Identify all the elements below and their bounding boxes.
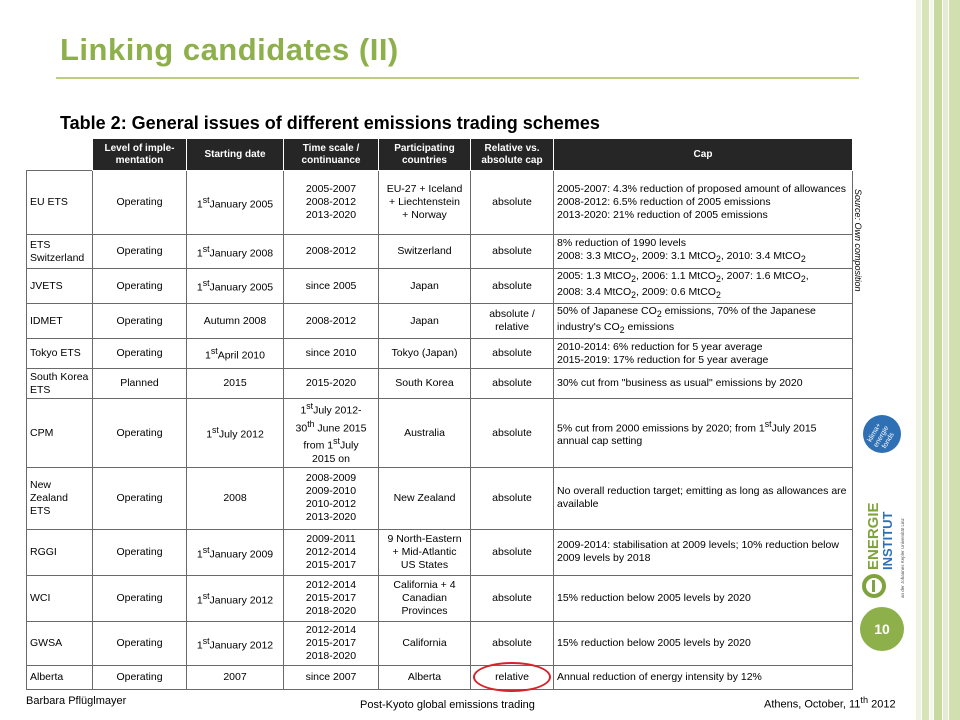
implementation-cell: Operating	[93, 235, 187, 269]
time-scale-cell: since 2007	[284, 665, 379, 689]
implementation-cell: Operating	[93, 621, 187, 665]
cap-cell: 8% reduction of 1990 levels 2008: 3.3 MtCO$_2$, 2009: 3.1 MtCO$_2$, 2010: 3.4 MtCO$_2$	[554, 235, 853, 269]
implementation-cell: Operating	[93, 665, 187, 689]
table-body	[27, 171, 853, 690]
implementation-cell: Operating	[93, 269, 187, 304]
time-scale-cell: since 2005	[284, 269, 379, 304]
logo-sub-text: INSTITUT	[880, 511, 895, 570]
table-row	[27, 529, 853, 575]
starting-date-cell: 2008	[187, 467, 284, 529]
scheme-name-cell: Alberta	[27, 665, 93, 689]
starting-date-cell: 1stJanuary 2012	[187, 621, 284, 665]
relative-absolute-cell: absolute	[471, 369, 554, 399]
cap-cell: 50% of Japanese $CO_2$ emissions, 70% of the Japanese industry's $CO_2$ emissions	[554, 304, 853, 339]
logo-main-text: ENERGIE	[865, 502, 882, 570]
starting-date-cell: 1stJanuary 2009	[187, 529, 284, 575]
table-row	[27, 339, 853, 369]
header-cap: Cap	[554, 139, 853, 171]
logo-tagline: an der Johannes Kepler Universität Linz	[900, 518, 905, 598]
starting-date-cell: 1stJuly 2012	[187, 399, 284, 468]
implementation-cell: Operating	[93, 171, 187, 235]
table-row	[27, 171, 853, 235]
starting-date-cell: 1stApril 2010	[187, 339, 284, 369]
starting-date-cell: 1stJanuary 2005	[187, 269, 284, 304]
relative-absolute-cell: absolute	[471, 171, 554, 235]
starting-date-cell: 1stJanuary 2008	[187, 235, 284, 269]
footer-author: Barbara Pflüglmayer	[26, 695, 127, 707]
time-scale-cell: 2008-2012	[284, 304, 379, 339]
implementation-cell: Operating	[93, 339, 187, 369]
table-row	[27, 369, 853, 399]
footer-center-title: Post-Kyoto global emissions trading	[360, 699, 535, 711]
klima-energie-fonds-logo: klima+ energie fonds	[863, 415, 901, 453]
table-row	[27, 304, 853, 339]
time-scale-cell: since 2010	[284, 339, 379, 369]
relative-absolute-cell: absolute / relative	[471, 304, 554, 339]
table-row	[27, 467, 853, 529]
energie-institut-logo	[860, 474, 908, 602]
relative-absolute-cell: absolute	[471, 399, 554, 468]
implementation-cell: Operating	[93, 399, 187, 468]
time-scale-cell: 2005-2007 2008-2012 2013-2020	[284, 171, 379, 235]
cap-cell: 2009-2014: stabilisation at 2009 levels; 10% reduction below 2009 levels by 2018	[554, 529, 853, 575]
source-note: Source: Own composition	[853, 189, 863, 292]
countries-cell: EU-27 + Iceland + Liechtenstein + Norway	[379, 171, 471, 235]
time-scale-cell: 2008-2012	[284, 235, 379, 269]
highlight-circle	[473, 662, 551, 692]
implementation-cell: Operating	[93, 467, 187, 529]
cap-cell: 2005-2007: 4.3% reduction of proposed amount of allowances 2008-2012: 6.5% reduction of 2005 emissions 2013-2020: 21% reduction of 2005 emissions	[554, 171, 853, 235]
starting-date-cell: 2007	[187, 665, 284, 689]
table-row	[27, 399, 853, 468]
cap-cell: Annual reduction of energy intensity by 12%	[554, 665, 853, 689]
relative-absolute-cell: absolute	[471, 529, 554, 575]
scheme-name-cell: New Zealand ETS	[27, 467, 93, 529]
relative-absolute-cell: absolute	[471, 235, 554, 269]
time-scale-cell: 2012-2014 2015-2017 2018-2020	[284, 621, 379, 665]
countries-cell: Alberta	[379, 665, 471, 689]
cap-cell: 2010-2014: 6% reduction for 5 year average 2015-2019: 17% reduction for 5 year average	[554, 339, 853, 369]
table-row	[27, 575, 853, 621]
time-scale-cell: 1stJuly 2012- 30th June 2015 from 1stJuly 2015 on	[284, 399, 379, 468]
table-row	[27, 665, 853, 689]
header-level: Level of imple- mentation	[93, 139, 187, 171]
table-row	[27, 621, 853, 665]
countries-cell: California	[379, 621, 471, 665]
relative-absolute-cell: relative	[471, 665, 554, 689]
cap-cell: No overall reduction target; emitting as long as allowances are available	[554, 467, 853, 529]
slide-title: Linking candidates (II)	[60, 32, 399, 67]
starting-date-cell: 1stJanuary 2005	[187, 171, 284, 235]
implementation-cell: Operating	[93, 529, 187, 575]
countries-cell: New Zealand	[379, 467, 471, 529]
countries-cell: Japan	[379, 304, 471, 339]
implementation-cell: Operating	[93, 304, 187, 339]
scheme-name-cell: ETS Switzerland	[27, 235, 93, 269]
decorative-stripes	[916, 0, 960, 720]
implementation-cell: Planned	[93, 369, 187, 399]
time-scale-cell: 2012-2014 2015-2017 2018-2020	[284, 575, 379, 621]
countries-cell: 9 North-Eastern + Mid-Atlantic US States	[379, 529, 471, 575]
relative-absolute-cell: absolute	[471, 621, 554, 665]
scheme-name-cell: Tokyo ETS	[27, 339, 93, 369]
countries-cell: Australia	[379, 399, 471, 468]
scheme-name-cell: GWSA	[27, 621, 93, 665]
scheme-name-cell: WCI	[27, 575, 93, 621]
cap-cell: 15% reduction below 2005 levels by 2020	[554, 621, 853, 665]
time-scale-cell: 2008-2009 2009-2010 2010-2012 2013-2020	[284, 467, 379, 529]
cap-cell: 5% cut from 2000 emissions by 2020; from 1stJuly 2015 annual cap setting	[554, 399, 853, 468]
relative-absolute-cell: absolute	[471, 467, 554, 529]
countries-cell: California + 4 Canadian Provinces	[379, 575, 471, 621]
header-relative: Relative vs. absolute cap	[471, 139, 554, 171]
scheme-name-cell: CPM	[27, 399, 93, 468]
title-underline	[56, 77, 859, 79]
countries-cell: South Korea	[379, 369, 471, 399]
table-header-row	[27, 139, 853, 171]
relative-absolute-cell: absolute	[471, 339, 554, 369]
countries-cell: Tokyo (Japan)	[379, 339, 471, 369]
countries-cell: Japan	[379, 269, 471, 304]
scheme-name-cell: IDMET	[27, 304, 93, 339]
table-row	[27, 235, 853, 269]
scheme-name-cell: RGGI	[27, 529, 93, 575]
header-countries: Participating countries	[379, 139, 471, 171]
scheme-name-cell: JVETS	[27, 269, 93, 304]
footer-date: Athens, October, 11th 2012	[764, 695, 896, 711]
starting-date-cell: Autumn 2008	[187, 304, 284, 339]
starting-date-cell: 2015	[187, 369, 284, 399]
page-number-badge: 10	[860, 607, 904, 651]
cap-cell: 2005: 1.3 MtCO$_2$, 2006: 1.1 MtCO$_2$, 2007: 1.6 MtCO$_2$, 2008: 3.4 MtCO$_2$, 2009: 0.6 MtCO$_2$	[554, 269, 853, 304]
header-blank-corner	[27, 139, 93, 171]
time-scale-cell: 2015-2020	[284, 369, 379, 399]
emissions-trading-table	[26, 138, 853, 690]
table-caption: Table 2: General issues of different emissions trading schemes	[60, 113, 600, 133]
scheme-name-cell: EU ETS	[27, 171, 93, 235]
cap-cell: 30% cut from "business as usual" emissions by 2020	[554, 369, 853, 399]
relative-absolute-cell: absolute	[471, 269, 554, 304]
implementation-cell: Operating	[93, 575, 187, 621]
starting-date-cell: 1stJanuary 2012	[187, 575, 284, 621]
header-start: Starting date	[187, 139, 284, 171]
relative-absolute-cell: absolute	[471, 575, 554, 621]
time-scale-cell: 2009-2011 2012-2014 2015-2017	[284, 529, 379, 575]
table-row	[27, 269, 853, 304]
scheme-name-cell: South Korea ETS	[27, 369, 93, 399]
header-timescale: Time scale / continuance	[284, 139, 379, 171]
cap-cell: 15% reduction below 2005 levels by 2020	[554, 575, 853, 621]
countries-cell: Switzerland	[379, 235, 471, 269]
